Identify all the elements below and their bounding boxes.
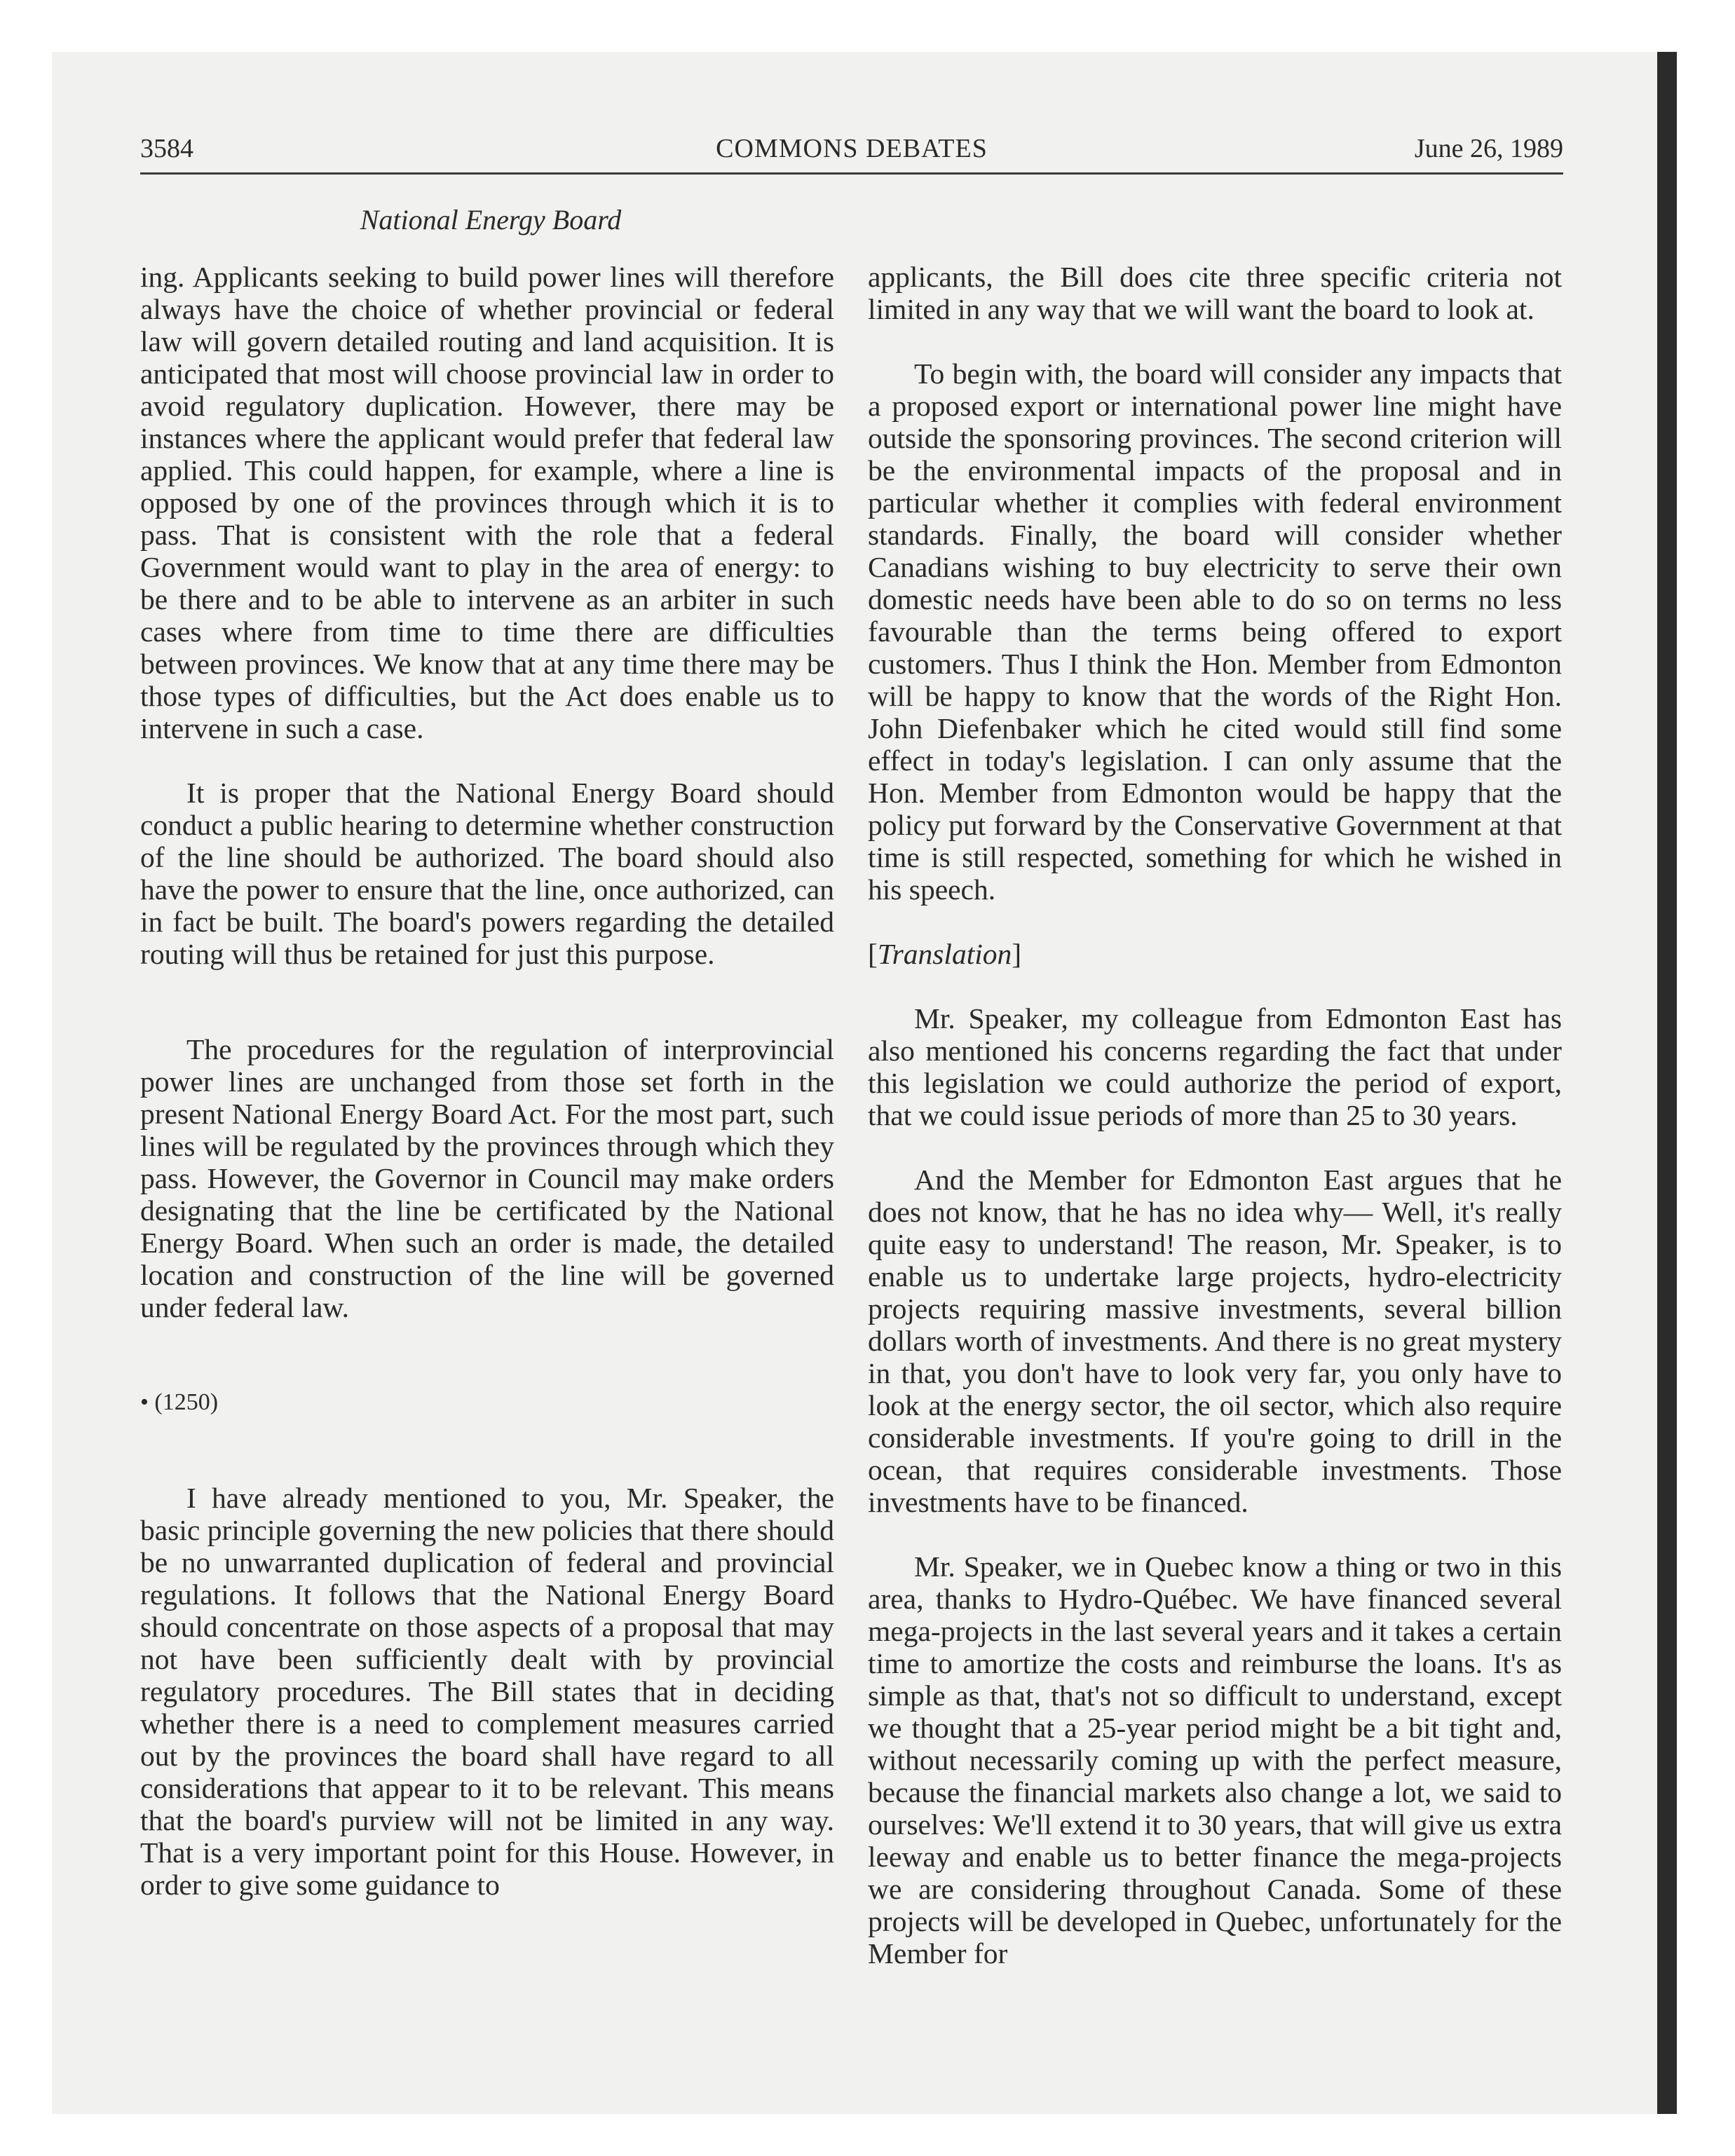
- page-header: [140, 133, 1563, 175]
- subject-heading: National Energy Board: [360, 204, 622, 236]
- time-marker: • (1250): [140, 1389, 219, 1415]
- paragraph: ing. Applicants seeking to build power lines will therefore always have the choice of whether provincial or federal law will govern detailed routing and land acquisition. It is anticipated that most will choose provincial law in order to avoid regulatory duplication. However, there may be instances where the applicant would prefer that federal law applied. This could happen, for example, where a line is opposed by one of the provinces through which it is to pass. That is consistent with the role that a federal Government would want to play in the area of energy: to be there and to be able to intervene as an arbiter in such cases where from time to time there are difficulties between provinces. We know that at any time there may be those types of difficulties, but the Act does enable us to intervene in such a case.: [140, 261, 834, 744]
- paragraph: And the Member for Edmonton East argues that he does not know, that he has no idea why— Well, it's really quite easy to understand! The reason, Mr. Speaker, is to enable us to undertake large projects, hydro-electricity projects requiring massive investments, several billion dollars worth of investments. And there is no great mystery in that, you don't have to look very far, you only have to look at the energy sector, the oil sector, which also require considerable investments. If you're going to drill in the ocean, that requires considerable investments. Those investments have to be financed.: [868, 1164, 1562, 1518]
- paragraph: It is proper that the National Energy Board should conduct a public hearing to determine whether construction of the line should be authorized. The board should also have the power to ensure that the line, once authorized, can in fact be built. The board's powers regarding the detailed routing will thus be retained for just this purpose.: [140, 777, 834, 970]
- paragraph: applicants, the Bill does cite three specific criteria not limited in any way that we will want the board to look at.: [868, 261, 1562, 325]
- scan-edge-bar: [1657, 52, 1677, 2114]
- paragraph: To begin with, the board will consider any impacts that a proposed export or international power line might have outside the sponsoring provinces. The second criterion will be the environmental impacts of the proposal and in particular whether it complies with federal environment standards. Finally, the board will consider whether Canadians wishing to buy electricity to serve their own domestic needs have been able to do so on terms no less favourable than the terms being offered to export customers. Thus I think the Hon. Member from Edmonton will be happy to know that the words of the Right Hon. John Diefenbaker which he cited would still find some effect in today's legislation. I can only assume that the Hon. Member from Edmonton would be happy that the policy put forward by the Conservative Government at that time is still respected, something for which he wished in his speech.: [868, 357, 1562, 906]
- paragraph: Mr. Speaker, my colleague from Edmonton East has also mentioned his concerns regarding the fact that under this legislation we could authorize the period of export, that we could issue periods of more than 25 to 30 years.: [868, 1002, 1562, 1131]
- publication-title: COMMONS DEBATES: [716, 134, 988, 163]
- translation-label: Translation: [877, 938, 1012, 970]
- paragraph: I have already mentioned to you, Mr. Speaker, the basic principle governing the new policies that there should be no unwarranted duplication of federal and provincial regulations. It follows that the National Energy Board should concentrate on those aspects of a proposal that may not have been sufficiently dealt with by provincial regulatory procedures. The Bill states that in deciding whether there is a need to complement measures carried out by the provinces the board shall have regard to all considerations that appear to it to be relevant. This means that the board's purview will not be limited in any way. That is a very important point for this House. However, in order to give some guidance to: [140, 1482, 834, 1901]
- left-column: [140, 261, 834, 1901]
- paragraph: Mr. Speaker, we in Quebec know a thing or two in this area, thanks to Hydro-Québec. We have financed several mega-projects in the last several years and it takes a certain time to amortize the costs and reimburse the loans. It's as simple as that, that's not so difficult to understand, except we thought that a 25-year period might be a bit tight and, without necessarily coming up with the perfect measure, because the financial markets also change a lot, we said to ourselves: We'll extend it to 30 years, that will give us extra leeway and enable us to better finance the mega-projects we are considering throughout Canada. Some of these projects will be developed in Quebec, unfortunately for the Member for: [868, 1550, 1562, 1970]
- publication-date: June 26, 1989: [1414, 134, 1563, 163]
- translation-marker: [Translation]: [868, 938, 1022, 970]
- right-column: [868, 261, 1562, 1970]
- paragraph: The procedures for the regulation of interprovincial power lines are unchanged from those set forth in the present National Energy Board Act. For the most part, such lines will be regulated by the provinces through which they pass. However, the Governor in Council may make orders designating that the line be certificated by the National Energy Board. When such an order is made, the detailed location and construction of the line will be governed under federal law.: [140, 1033, 834, 1323]
- page-number: 3584: [140, 134, 193, 163]
